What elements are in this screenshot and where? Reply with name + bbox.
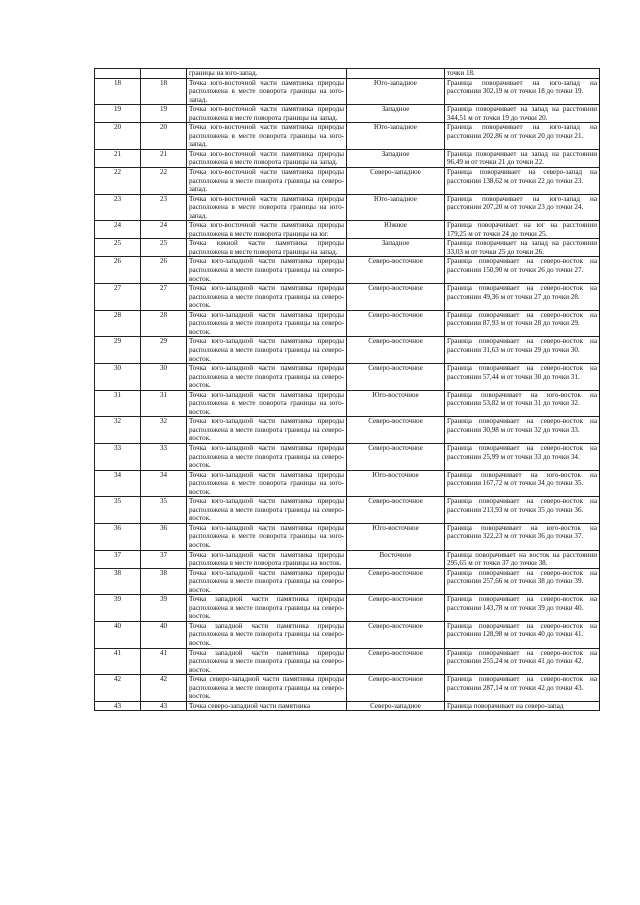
point-number-2 (141, 69, 187, 79)
turn-direction: Юго-западное (347, 78, 445, 105)
point-number: 37 (95, 550, 141, 568)
point-location: Точка юго-западной части памятника природы расположена в месте поворота границы на восток. (187, 550, 347, 568)
segment-description: Граница поворачивает на юго-запад на расстоянии 302,19 м от точки 18 до точки 19. (445, 78, 600, 105)
segment-description: Граница поворачивает на юго-восток на расстоянии 322,23 м от точки 36 до точки 37. (445, 523, 600, 550)
segment-description: Граница поворачивает на северо-восток на расстоянии 150,90 м от точки 26 до точки 27. (445, 257, 600, 284)
point-number: 25 (95, 239, 141, 257)
turn-direction: Юго-западное (347, 123, 445, 150)
turn-direction: Северо-восточное (347, 595, 445, 622)
table-row (95, 123, 600, 150)
point-number: 34 (95, 470, 141, 497)
table-row (95, 284, 600, 311)
point-number: 35 (95, 497, 141, 524)
point-number-2: 26 (141, 257, 187, 284)
point-location: Точка северо-западной части памятника (187, 701, 347, 711)
turn-direction: Северо-восточное (347, 443, 445, 470)
table-row (95, 310, 600, 337)
segment-description: Граница поворачивает на северо-восток на расстоянии 30,98 м от точки 32 до точки 33. (445, 417, 600, 444)
table-row (95, 364, 600, 391)
point-number: 24 (95, 221, 141, 239)
point-number: 18 (95, 78, 141, 105)
table-row (95, 523, 600, 550)
table-row (95, 69, 600, 79)
segment-description: Граница поворачивает на северо-восток на расстоянии 25,99 м от точки 33 до точки 34. (445, 443, 600, 470)
point-number-2: 38 (141, 568, 187, 595)
turn-direction: Западное (347, 105, 445, 123)
point-number-2: 27 (141, 284, 187, 311)
turn-direction: Западное (347, 149, 445, 167)
point-number-2: 36 (141, 523, 187, 550)
point-location: Точка юго-западной части памятника природы расположена в месте поворота границы на юго-восток. (187, 390, 347, 417)
turn-direction: Южное (347, 221, 445, 239)
point-number: 20 (95, 123, 141, 150)
table-row (95, 595, 600, 622)
point-number-2: 39 (141, 595, 187, 622)
point-number-2: 41 (141, 648, 187, 675)
segment-description: Граница поворачивает на северо-восток на расстоянии 287,14 м от точки 42 до точки 43. (445, 675, 600, 702)
point-location: Точка юго-западной части памятника природы расположена в месте поворота границы на северо-восток. (187, 337, 347, 364)
point-location: Точка южной части памятника природы расположена в месте поворота границы на запад. (187, 239, 347, 257)
point-location: Точка юго-восточной части памятника природы расположена в месте поворота границы на юго-запад. (187, 78, 347, 105)
segment-description: Граница поворачивает на юго-восток на расстоянии 53,82 м от точки 31 до точки 32. (445, 390, 600, 417)
table-row (95, 675, 600, 702)
turn-direction: Северо-восточное (347, 257, 445, 284)
point-location: Точка северо-западной части памятника природы расположена в месте поворота границы на северо-восток. (187, 675, 347, 702)
table-row (95, 168, 600, 195)
segment-description: Граница поворачивает на северо-восток на расстоянии 49,36 м от точки 27 до точки 28. (445, 284, 600, 311)
table-row (95, 105, 600, 123)
table-row (95, 701, 600, 711)
segment-description: Граница поворачивает на северо-восток на расстоянии 57,44 м от точки 30 до точки 31. (445, 364, 600, 391)
table-row (95, 257, 600, 284)
segment-description: Граница поворачивает на запад на расстоянии 33,03 м от точки 25 до точки 26. (445, 239, 600, 257)
boundary-points-table (94, 68, 600, 711)
point-number-2: 43 (141, 701, 187, 711)
point-number: 38 (95, 568, 141, 595)
turn-direction: Северо-восточное (347, 648, 445, 675)
point-number: 40 (95, 621, 141, 648)
segment-description: Граница поворачивает на юго-восток на расстоянии 167,72 м от точки 34 до точки 35. (445, 470, 600, 497)
turn-direction: Юго-западное (347, 194, 445, 221)
point-location: Точка юго-западной части памятника природы расположена в месте поворота границы на юго-восток. (187, 523, 347, 550)
point-number: 19 (95, 105, 141, 123)
point-location: Точка юго-западной части памятника природы расположена в месте поворота границы на северо-восток. (187, 568, 347, 595)
point-number: 36 (95, 523, 141, 550)
segment-description: Граница поворачивает на юг на расстоянии 179,25 м от точки 24 до точки 25. (445, 221, 600, 239)
table-row (95, 149, 600, 167)
point-number: 32 (95, 417, 141, 444)
point-location: Точка юго-восточной части памятника природы расположена в месте поворота границы на юго-запад. (187, 194, 347, 221)
table-row (95, 470, 600, 497)
point-number-2: 23 (141, 194, 187, 221)
segment-description: Граница поворачивает на юго-запад на расстоянии 207,20 м от точки 23 до точки 24. (445, 194, 600, 221)
segment-description: Граница поворачивает на северо-восток на расстоянии 257,66 м от точки 38 до точки 39. (445, 568, 600, 595)
table-row (95, 621, 600, 648)
point-number-2: 20 (141, 123, 187, 150)
point-location: Точка юго-западной части памятника природы расположена в месте поворота границы на северо-восток. (187, 364, 347, 391)
point-location: Точка юго-западной части памятника природы расположена в месте поворота границы на северо-восток. (187, 497, 347, 524)
segment-description: Граница поворачивает на юго-запад на расстоянии 202,86 м от точки 20 до точки 21. (445, 123, 600, 150)
point-number-2: 37 (141, 550, 187, 568)
turn-direction: Северо-восточное (347, 497, 445, 524)
point-number: 28 (95, 310, 141, 337)
point-location: Точка западной части памятника природы расположена в месте поворота границы на северо-восток. (187, 648, 347, 675)
turn-direction: Северо-восточное (347, 568, 445, 595)
point-number: 23 (95, 194, 141, 221)
point-number-2: 21 (141, 149, 187, 167)
point-location: Точка западной части памятника природы расположена в месте поворота границы на северо-восток. (187, 595, 347, 622)
table-row (95, 648, 600, 675)
point-number: 27 (95, 284, 141, 311)
point-location: Точка юго-восточной части памятника природы расположена в месте поворота границы на запад. (187, 105, 347, 123)
point-number: 31 (95, 390, 141, 417)
point-number-2: 19 (141, 105, 187, 123)
turn-direction: Северо-восточное (347, 675, 445, 702)
turn-direction: Северо-западное (347, 168, 445, 195)
segment-description: Граница поворачивает на северо-восток на расстоянии 87,93 м от точки 28 до точки 29. (445, 310, 600, 337)
turn-direction: Северо-восточное (347, 284, 445, 311)
point-number: 30 (95, 364, 141, 391)
table-row (95, 337, 600, 364)
table-row (95, 443, 600, 470)
segment-description: Граница поворачивает на запад на расстоянии 96,49 м от точки 21 до точки 22. (445, 149, 600, 167)
point-number: 21 (95, 149, 141, 167)
point-number: 41 (95, 648, 141, 675)
point-number-2: 35 (141, 497, 187, 524)
point-number-2: 30 (141, 364, 187, 391)
segment-description: Граница поворачивает на северо-восток на расстоянии 213,93 м от точки 35 до точки 36. (445, 497, 600, 524)
turn-direction (347, 69, 445, 79)
point-number: 22 (95, 168, 141, 195)
turn-direction: Северо-восточное (347, 364, 445, 391)
point-number: 26 (95, 257, 141, 284)
point-location: Точка юго-восточной части памятника природы расположена в месте поворота границы на юго-запад. (187, 123, 347, 150)
turn-direction: Северо-восточное (347, 417, 445, 444)
table-row (95, 568, 600, 595)
turn-direction: Северо-восточное (347, 337, 445, 364)
point-location: Точка юго-западной части памятника природы расположена в месте поворота границы на северо-восток. (187, 257, 347, 284)
point-number-2: 32 (141, 417, 187, 444)
table-row (95, 239, 600, 257)
segment-description: Граница поворачивает на северо-восток на расстоянии 143,78 м от точки 39 до точки 40. (445, 595, 600, 622)
point-location: границы на юго-запад. (187, 69, 347, 79)
segment-description: Граница поворачивает на северо-восток на расстоянии 128,98 м от точки 40 до точки 41. (445, 621, 600, 648)
point-number-2: 40 (141, 621, 187, 648)
table-row (95, 221, 600, 239)
point-number-2: 29 (141, 337, 187, 364)
table-row (95, 78, 600, 105)
point-location: Точка юго-западной части памятника природы расположена в месте поворота границы на северо-восток. (187, 417, 347, 444)
point-number: 42 (95, 675, 141, 702)
table-row (95, 390, 600, 417)
point-location: Точка юго-западной части памятника природы расположена в месте поворота границы на северо-восток. (187, 443, 347, 470)
segment-description: Граница поворачивает на северо-восток на расстоянии 255,24 м от точки 41 до точки 42. (445, 648, 600, 675)
point-location: Точка юго-западной части памятника природы расположена в месте поворота границы на северо-восток. (187, 284, 347, 311)
point-location: Точка юго-западной части памятника природы расположена в месте поворота границы на северо-восток. (187, 310, 347, 337)
point-number-2: 28 (141, 310, 187, 337)
table-row (95, 497, 600, 524)
point-number-2: 31 (141, 390, 187, 417)
turn-direction: Северо-западное (347, 701, 445, 711)
point-number-2: 22 (141, 168, 187, 195)
turn-direction: Северо-восточное (347, 310, 445, 337)
table-row (95, 417, 600, 444)
table-row (95, 194, 600, 221)
turn-direction: Восточное (347, 550, 445, 568)
point-number: 29 (95, 337, 141, 364)
table-row (95, 550, 600, 568)
segment-description: Граница поворачивает на северо-восток на расстоянии 31,63 м от точки 29 до точки 30. (445, 337, 600, 364)
point-number-2: 25 (141, 239, 187, 257)
segment-description: точки 18. (445, 69, 600, 79)
table-body (95, 69, 600, 711)
turn-direction: Западное (347, 239, 445, 257)
segment-description: Граница поворачивает на северо-запад на расстоянии 138,62 м от точки 22 до точки 23. (445, 168, 600, 195)
segment-description: Граница поворачивает на запад на расстоянии 344,51 м от точки 19 до точки 20. (445, 105, 600, 123)
point-number: 33 (95, 443, 141, 470)
segment-description: Граница поворачивает на восток на расстоянии 295,65 м от точки 37 до точки 38. (445, 550, 600, 568)
point-location: Точка западной части памятника природы расположена в месте поворота границы на северо-восток. (187, 621, 347, 648)
point-location: Точка юго-западной части памятника природы расположена в месте поворота границы на юго-восток. (187, 470, 347, 497)
point-location: Точка юго-восточной части памятника природы расположена в месте поворота границы на юг. (187, 221, 347, 239)
turn-direction: Юго-восточное (347, 470, 445, 497)
turn-direction: Юго-восточное (347, 523, 445, 550)
point-number-2: 18 (141, 78, 187, 105)
point-number (95, 69, 141, 79)
point-number-2: 24 (141, 221, 187, 239)
segment-description: Граница поворачивает на северо-запад (445, 701, 600, 711)
point-number-2: 42 (141, 675, 187, 702)
point-number-2: 34 (141, 470, 187, 497)
point-location: Точка юго-восточной части памятника природы расположена в месте поворота границы на северо-запад. (187, 168, 347, 195)
point-number-2: 33 (141, 443, 187, 470)
point-location: Точка юго-восточной части памятника природы расположена в месте поворота границы на запад. (187, 149, 347, 167)
point-number: 43 (95, 701, 141, 711)
turn-direction: Юго-восточное (347, 390, 445, 417)
point-number: 39 (95, 595, 141, 622)
turn-direction: Северо-восточное (347, 621, 445, 648)
